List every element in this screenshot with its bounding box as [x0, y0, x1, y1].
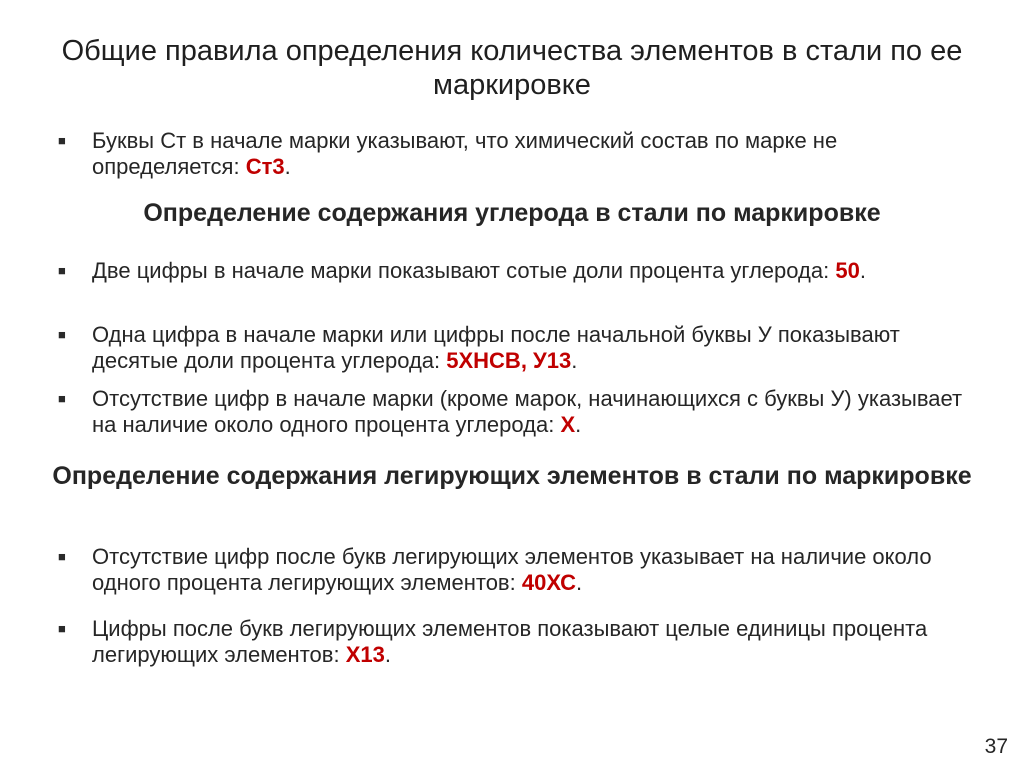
steel-grade-example: Х: [560, 412, 576, 437]
bullet-end: .: [575, 412, 582, 437]
bullet-end: .: [384, 642, 391, 667]
steel-grade-example: 5ХНСВ, У13: [446, 348, 572, 373]
bullet-marker: ■: [58, 621, 66, 636]
bullet-item: [58, 128, 978, 180]
section-heading-alloying: Определение содержания легирующих элементов в стали по маркировке: [52, 462, 972, 490]
bullet-item: [58, 322, 978, 374]
bullet-item: [58, 544, 978, 596]
bullet-text: [92, 616, 978, 668]
steel-grade-example: Ст3: [245, 154, 285, 179]
page-number: 37: [984, 735, 1008, 758]
bullet-item: [58, 616, 978, 668]
bullet-body: Буквы Ст в начале марки указывают, что химический состав по марке не определяется:: [92, 128, 838, 179]
bullet-marker: ■: [58, 263, 66, 278]
bullet-text: [92, 128, 978, 180]
bullet-text: [92, 258, 978, 284]
bullet-marker: ■: [58, 391, 66, 406]
bullet-body: Отсутствие цифр в начале марки (кроме марок, начинающихся с буквы У) указывает на наличие около одного процента углерода:: [92, 386, 963, 437]
bullet-end: .: [571, 348, 578, 373]
bullet-text: [92, 544, 978, 596]
bullet-end: .: [284, 154, 291, 179]
bullet-item: [58, 258, 978, 284]
bullet-marker: ■: [58, 549, 66, 564]
bullet-body: Отсутствие цифр после букв легирующих элементов указывает на наличие около одного процента легирующих элементов:: [92, 544, 932, 595]
steel-grade-example: 40ХС: [521, 570, 577, 595]
bullet-body: Цифры после букв легирующих элементов показывают целые единицы процента легирующих элементов:: [92, 616, 928, 667]
steel-grade-example: 50: [835, 258, 860, 283]
bullet-text: [92, 322, 978, 374]
slide-title: Общие правила определения количества элементов в стали по ее маркировке: [61, 35, 963, 101]
bullet-end: .: [859, 258, 866, 283]
bullet-body: Одна цифра в начале марки или цифры после начальной буквы У показывают десятые доли процента углерода:: [92, 322, 900, 373]
steel-grade-example: Х13: [345, 642, 385, 667]
bullet-marker: ■: [58, 133, 66, 148]
bullet-item: [58, 386, 978, 438]
bullet-body: Две цифры в начале марки показывают сотые доли процента углерода:: [92, 258, 836, 283]
bullet-end: .: [576, 570, 583, 595]
bullet-text: [92, 386, 978, 438]
bullet-marker: ■: [58, 327, 66, 342]
section-heading-carbon: Определение содержания углерода в стали по маркировке: [143, 199, 881, 227]
